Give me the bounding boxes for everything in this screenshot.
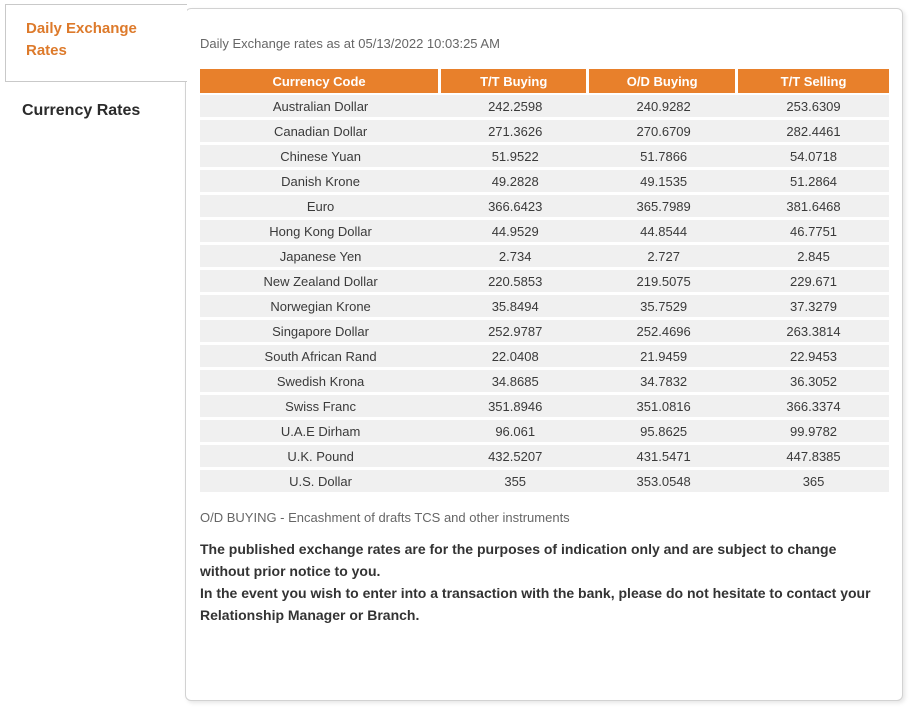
column-header: Currency Code (200, 69, 441, 95)
table-row (200, 120, 889, 145)
tab-daily-exchange-rates-label: Daily Exchange Rates (26, 20, 137, 59)
rate-value-cell: 36.3052 (738, 370, 889, 395)
currency-name-cell: U.K. Pound (200, 445, 441, 470)
rate-value-cell: 22.0408 (441, 345, 589, 370)
rate-value-cell: 270.6709 (589, 120, 738, 145)
table-row (200, 395, 889, 420)
rates-timestamp-heading: Daily Exchange rates as at 05/13/2022 10:03:25 AM (200, 36, 500, 51)
rate-value-cell: 95.8625 (589, 420, 738, 445)
table-row (200, 470, 889, 495)
rate-value-cell: 51.7866 (589, 145, 738, 170)
table-row (200, 295, 889, 320)
rate-value-cell: 366.6423 (441, 195, 589, 220)
rate-value-cell: 99.9782 (738, 420, 889, 445)
table-row (200, 170, 889, 195)
rate-value-cell: 219.5075 (589, 270, 738, 295)
currency-name-cell: South African Rand (200, 345, 441, 370)
disclaimer (200, 538, 889, 626)
table-row (200, 195, 889, 220)
currency-name-cell: Australian Dollar (200, 95, 441, 120)
currency-name-cell: U.A.E Dirham (200, 420, 441, 445)
rate-value-cell: 242.2598 (441, 95, 589, 120)
disclaimer-line-1: The published exchange rates are for the purposes of indication only and are subject to change without prior notice to you. (200, 541, 837, 579)
rate-value-cell: 271.3626 (441, 120, 589, 145)
currency-name-cell: Canadian Dollar (200, 120, 441, 145)
rate-value-cell: 351.8946 (441, 395, 589, 420)
rate-value-cell: 51.9522 (441, 145, 589, 170)
currency-name-cell: U.S. Dollar (200, 470, 441, 495)
currency-name-cell: New Zealand Dollar (200, 270, 441, 295)
table-row (200, 370, 889, 395)
rate-value-cell: 252.9787 (441, 320, 589, 345)
table-row (200, 270, 889, 295)
column-header: O/D Buying (589, 69, 738, 95)
currency-name-cell: Hong Kong Dollar (200, 220, 441, 245)
table-row (200, 445, 889, 470)
rate-value-cell: 44.8544 (589, 220, 738, 245)
rate-value-cell: 432.5207 (441, 445, 589, 470)
rate-value-cell: 46.7751 (738, 220, 889, 245)
rate-value-cell: 34.8685 (441, 370, 589, 395)
rate-value-cell: 365.7989 (589, 195, 738, 220)
rate-value-cell: 220.5853 (441, 270, 589, 295)
currency-name-cell: Japanese Yen (200, 245, 441, 270)
rate-value-cell: 447.8385 (738, 445, 889, 470)
rate-value-cell: 96.061 (441, 420, 589, 445)
rate-value-cell: 35.7529 (589, 295, 738, 320)
rate-value-cell: 365 (738, 470, 889, 495)
table-row (200, 345, 889, 370)
rate-value-cell: 263.3814 (738, 320, 889, 345)
table-row (200, 95, 889, 120)
rate-value-cell: 252.4696 (589, 320, 738, 345)
rate-value-cell: 37.3279 (738, 295, 889, 320)
currency-name-cell: Swiss Franc (200, 395, 441, 420)
rate-value-cell: 49.1535 (589, 170, 738, 195)
table-row (200, 320, 889, 345)
exchange-rates-panel (185, 8, 903, 701)
table-row (200, 420, 889, 445)
disclaimer-line-2: In the event you wish to enter into a transaction with the bank, please do not hesitate to contact your Relationship Manager or Branch. (200, 585, 871, 623)
table-body (200, 95, 889, 495)
rate-value-cell: 282.4461 (738, 120, 889, 145)
rate-value-cell: 381.6468 (738, 195, 889, 220)
table-row (200, 220, 889, 245)
rate-value-cell: 21.9459 (589, 345, 738, 370)
rate-value-cell: 49.2828 (441, 170, 589, 195)
tab-daily-exchange-rates[interactable] (5, 4, 187, 82)
table-header-row (200, 69, 889, 95)
rate-value-cell: 51.2864 (738, 170, 889, 195)
rate-value-cell: 35.8494 (441, 295, 589, 320)
rate-value-cell: 2.845 (738, 245, 889, 270)
od-buying-note: O/D BUYING - Encashment of drafts TCS and other instruments (200, 510, 570, 525)
rate-value-cell: 22.9453 (738, 345, 889, 370)
currency-name-cell: Singapore Dollar (200, 320, 441, 345)
table-row (200, 245, 889, 270)
currency-name-cell: Euro (200, 195, 441, 220)
rate-value-cell: 2.734 (441, 245, 589, 270)
rate-value-cell: 229.671 (738, 270, 889, 295)
tab-currency-rates-label: Currency Rates (22, 102, 141, 119)
column-header: T/T Selling (738, 69, 889, 95)
tab-currency-rates[interactable] (5, 82, 186, 132)
rate-value-cell: 34.7832 (589, 370, 738, 395)
rate-value-cell: 366.3374 (738, 395, 889, 420)
rate-value-cell: 2.727 (589, 245, 738, 270)
rate-value-cell: 54.0718 (738, 145, 889, 170)
column-header: T/T Buying (441, 69, 589, 95)
currency-name-cell: Danish Krone (200, 170, 441, 195)
rate-value-cell: 431.5471 (589, 445, 738, 470)
rate-value-cell: 44.9529 (441, 220, 589, 245)
rate-value-cell: 253.6309 (738, 95, 889, 120)
rate-value-cell: 240.9282 (589, 95, 738, 120)
rate-value-cell: 355 (441, 470, 589, 495)
rate-value-cell: 353.0548 (589, 470, 738, 495)
currency-name-cell: Chinese Yuan (200, 145, 441, 170)
exchange-rates-table (200, 69, 889, 495)
table-row (200, 145, 889, 170)
currency-name-cell: Norwegian Krone (200, 295, 441, 320)
rate-value-cell: 351.0816 (589, 395, 738, 420)
currency-name-cell: Swedish Krona (200, 370, 441, 395)
